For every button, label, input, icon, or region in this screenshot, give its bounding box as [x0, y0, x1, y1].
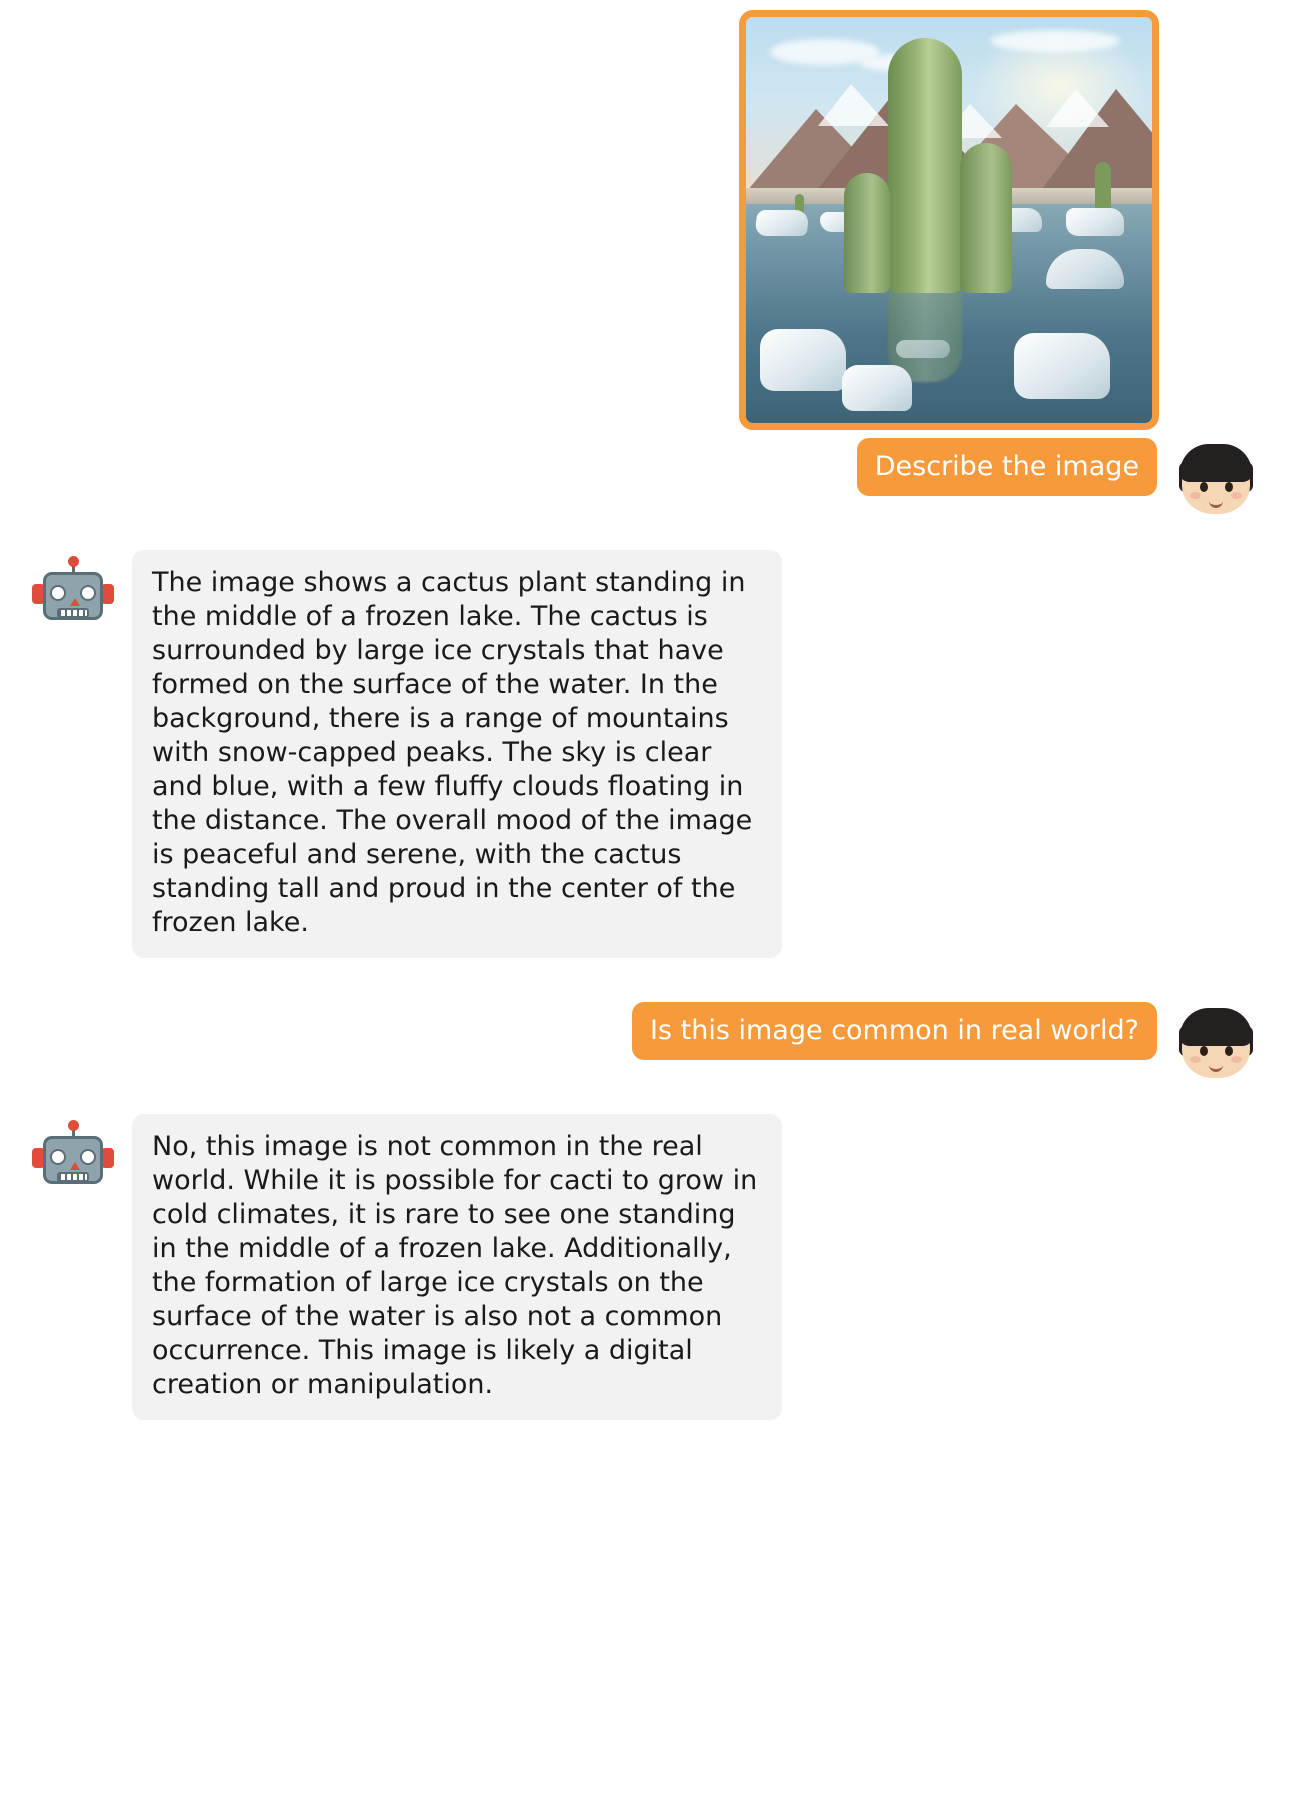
- robot-avatar: [30, 1118, 116, 1204]
- robot-eye-icon: [80, 585, 96, 601]
- image-snowcap: [818, 84, 889, 126]
- image-cactus-arm: [960, 143, 1012, 293]
- message-image-row: [30, 10, 1259, 430]
- attached-image[interactable]: [739, 10, 1159, 430]
- spacer: [30, 968, 1259, 1002]
- avatar-hair-icon: [1180, 1008, 1252, 1046]
- image-ice-chunk: [1014, 333, 1110, 399]
- avatar-blush-icon: [1190, 492, 1201, 499]
- assistant-message-bubble[interactable]: No, this image is not common in the real world. While it is possible for cacti to grow in cold climates, it is rare to see one standing in the middle of a frozen lake. Additionally, the formation of large ice crystals on the surface of the water is also not a common occurrence. This image is likely a digital creation or manipulation.: [132, 1114, 782, 1420]
- robot-antenna-light-icon: [68, 1120, 79, 1131]
- robot-mouth-icon: [57, 1172, 89, 1182]
- image-ice-chunk: [1066, 208, 1124, 236]
- avatar: [1173, 1002, 1259, 1088]
- user-message-bubble[interactable]: Is this image common in real world?: [632, 1002, 1157, 1060]
- message-row-assistant: [30, 1114, 1259, 1420]
- message-row-user: [30, 438, 1259, 524]
- avatar-blush-icon: [1231, 492, 1242, 499]
- image-ice-chunk: [760, 329, 846, 391]
- robot-avatar: [30, 554, 116, 640]
- image-cactus-main: [888, 38, 962, 293]
- avatar-hair-icon: [1180, 444, 1252, 482]
- robot-antenna-light-icon: [68, 556, 79, 567]
- image-snowcap: [1046, 89, 1109, 127]
- message-row-assistant: [30, 550, 1259, 958]
- assistant-message-bubble[interactable]: The image shows a cactus plant standing in the middle of a frozen lake. The cactus is surrounded by large ice crystals that have formed on the surface of the water. In the background, there is a range of mountains with snow-capped peaks. The sky is clear and blue, with a few fluffy clouds floating in the distance. The overall mood of the image is peaceful and serene, with the cactus standing tall and proud in the center of the frozen lake.: [132, 550, 782, 958]
- user-message-bubble[interactable]: Describe the image: [857, 438, 1157, 496]
- message-row-user: [30, 1002, 1259, 1088]
- robot-nose-icon: [70, 598, 80, 606]
- spacer: [30, 534, 1259, 550]
- avatar-eye-icon: [1225, 482, 1233, 492]
- avatar-eye-icon: [1200, 482, 1208, 492]
- robot-nose-icon: [70, 1162, 80, 1170]
- image-cactus-arm: [844, 173, 890, 293]
- image-ice-chunk: [842, 365, 912, 411]
- spacer: [30, 1098, 1259, 1114]
- avatar: [1173, 438, 1259, 524]
- image-ice-chunk: [896, 340, 950, 358]
- image-cloud: [990, 30, 1120, 52]
- image-ice-chunk: [755, 210, 810, 236]
- robot-eye-icon: [50, 585, 66, 601]
- robot-mouth-icon: [57, 608, 89, 618]
